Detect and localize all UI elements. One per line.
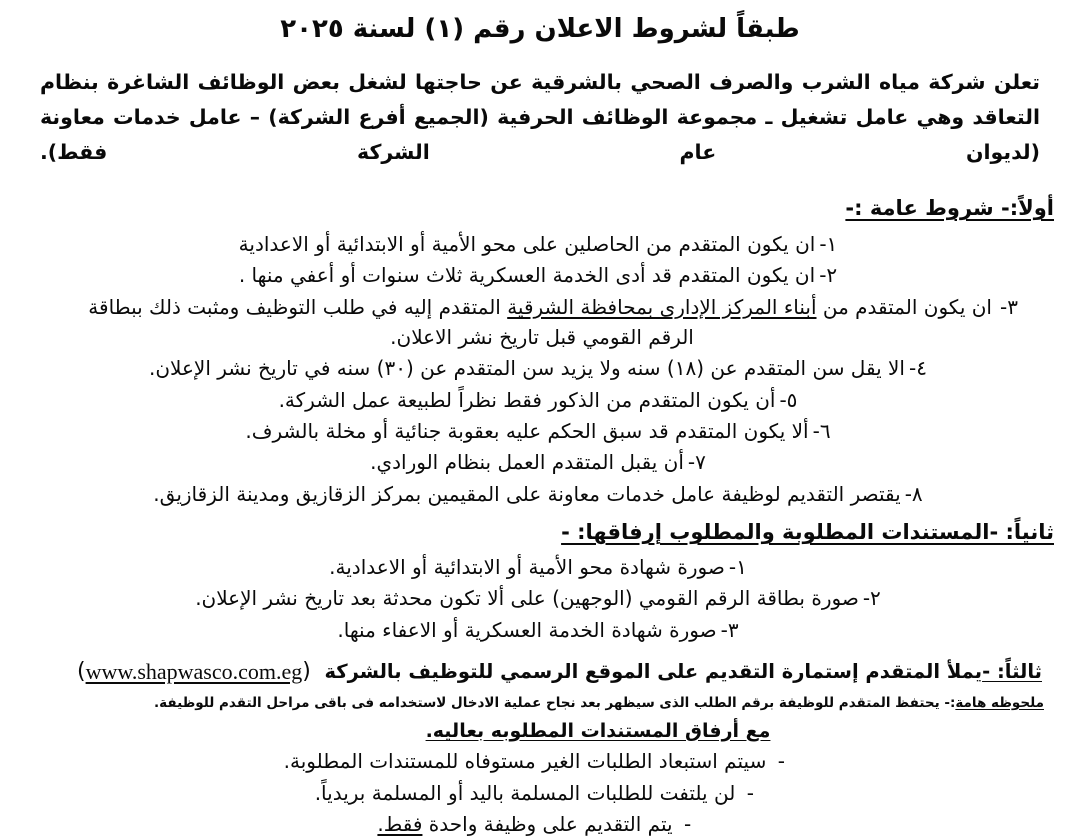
list-item-text-prefix: ان يكون المتقدم من xyxy=(816,294,992,319)
section-application-text: يملأ المتقدم إستمارة التقديم على الموقع الرسمي للتوظيف بالشركة xyxy=(324,659,983,683)
list-marker: ٤- xyxy=(908,356,927,381)
final-notes-list xyxy=(26,746,1054,839)
list-marker: ٢- xyxy=(862,586,881,611)
list-marker: - xyxy=(746,780,754,805)
list-item xyxy=(26,292,1054,353)
list-item xyxy=(26,778,1054,808)
list-item xyxy=(26,746,1054,776)
list-item-text: أن يقبل المتقدم العمل بنظام الورادي. xyxy=(370,450,684,475)
list-marker: ١- xyxy=(728,554,747,579)
list-item-text: أن يكون المتقدم من الذكور فقط نظراً لطبيعة عمل الشركة. xyxy=(278,387,776,412)
list-marker: ١- xyxy=(819,231,838,256)
list-item xyxy=(26,552,1054,582)
list-item-text-prefix: يتم التقديم على وظيفة واحدة xyxy=(422,812,673,837)
list-item-text: سيتم استبعاد الطلبات الغير مستوفاه للمستندات المطلوبة. xyxy=(283,749,767,774)
list-marker: ٦- xyxy=(812,419,831,444)
list-item-text: الا يقل سن المتقدم عن (١٨) سنه ولا يزيد سن المتقدم عن (٣٠) سنه في تاريخ نشر الإعلان. xyxy=(149,356,905,381)
list-item-text-line2: الرقم القومي قبل تاريخ نشر الاعلان. xyxy=(390,324,694,349)
list-item-text: لن يلتفت للطلبات المسلمة باليد أو المسلمة بريدياً. xyxy=(314,780,736,805)
list-item xyxy=(26,583,1054,613)
list-marker: ٥- xyxy=(779,387,798,412)
list-item-text: يقتصر التقديم لوظيفة عامل خدمات معاونة على المقيمين بمركز الزقازيق ومدينة الزقازيق. xyxy=(153,481,901,506)
list-item-text-underlined: فقط. xyxy=(377,812,423,837)
list-item xyxy=(26,229,1054,259)
list-item xyxy=(26,260,1054,290)
general-conditions-list xyxy=(26,229,1054,510)
list-item xyxy=(26,353,1054,383)
list-item-text: صورة بطاقة الرقم القومي (الوجهين) على ألا تكون محدثة بعد تاريخ نشر الإعلان. xyxy=(195,586,859,611)
list-marker: ٣- xyxy=(720,617,739,642)
list-item-text: صورة شهادة محو الأمية أو الابتدائية أو الاعدادية. xyxy=(329,554,725,579)
list-item xyxy=(26,416,1054,446)
list-item-text-underlined: أبناء المركز الإدارى بمحافظة الشرقية xyxy=(507,294,817,319)
list-marker: ٧- xyxy=(687,450,706,475)
section-application-line xyxy=(26,656,1054,688)
list-item-text: ان يكون المتقدم من الحاصلين على محو الأمية أو الابتدائية أو الاعدادية xyxy=(238,231,816,256)
required-documents-list xyxy=(26,552,1054,645)
list-item xyxy=(26,447,1054,477)
page-title: طبقاً لشروط الاعلان رقم (١) لسنة ٢٠٢٥ xyxy=(280,14,800,44)
important-note xyxy=(26,694,1054,713)
list-item-text: ان يكون المتقدم قد أدى الخدمة العسكرية ثلاث سنوات أو أعفي منها . xyxy=(238,263,816,288)
list-item-text: صورة شهادة الخدمة العسكرية أو الاعفاء منها. xyxy=(337,617,717,642)
section-heading-general: أولاً:- شروط عامة :- xyxy=(845,196,1054,221)
list-marker: ٢- xyxy=(819,263,838,288)
intro-paragraph: تعلن شركة مياه الشرب والصرف الصحي بالشرقية عن حاجتها لشغل بعض الوظائف الشاغرة بنظام التعاقد وهي عامل تشغيل ـ مجموعة الوظائف الحرفية (الجميع أفرع الشركة) – عامل خدمات معاونة (لديوان عام الشركة فقط). xyxy=(40,69,1040,164)
list-marker: - xyxy=(683,812,692,837)
list-marker: ٨- xyxy=(904,481,923,506)
list-item xyxy=(26,615,1054,645)
list-item-text-suffix: المتقدم إليه في طلب التوظيف ومثبت ذلك ببطاقة xyxy=(88,294,508,319)
important-note-text: :- يحتفظ المتقدم للوظيفة برقم الطلب الذى سيظهر بعد نجاح عملية الادخال لاستخدامه فى باقى مراحل التقدم للوظيفة. xyxy=(154,694,956,711)
paren-close: ) xyxy=(76,658,86,684)
list-item xyxy=(26,385,1054,415)
section-heading-application: ثالثاً: - xyxy=(982,659,1042,683)
list-marker: ٣- xyxy=(1000,294,1018,319)
important-note-label: ملحوظه هامة xyxy=(955,694,1044,711)
paren-open: ( xyxy=(302,658,311,684)
list-item xyxy=(26,479,1054,509)
list-item xyxy=(26,809,1054,839)
list-marker: - xyxy=(777,749,785,774)
section-heading-documents: ثانياً: -المستندات المطلوبة والمطلوب إرفاقها: - xyxy=(561,520,1054,545)
attach-documents-line: مع أرفاق المستندات المطلوبه بعاليه. xyxy=(425,719,771,742)
company-website-link[interactable]: www.shapwasco.com.eg xyxy=(85,658,303,684)
list-item-text: ألا يكون المتقدم قد سبق الحكم عليه بعقوبة جنائية أو مخلة بالشرف. xyxy=(245,419,809,444)
